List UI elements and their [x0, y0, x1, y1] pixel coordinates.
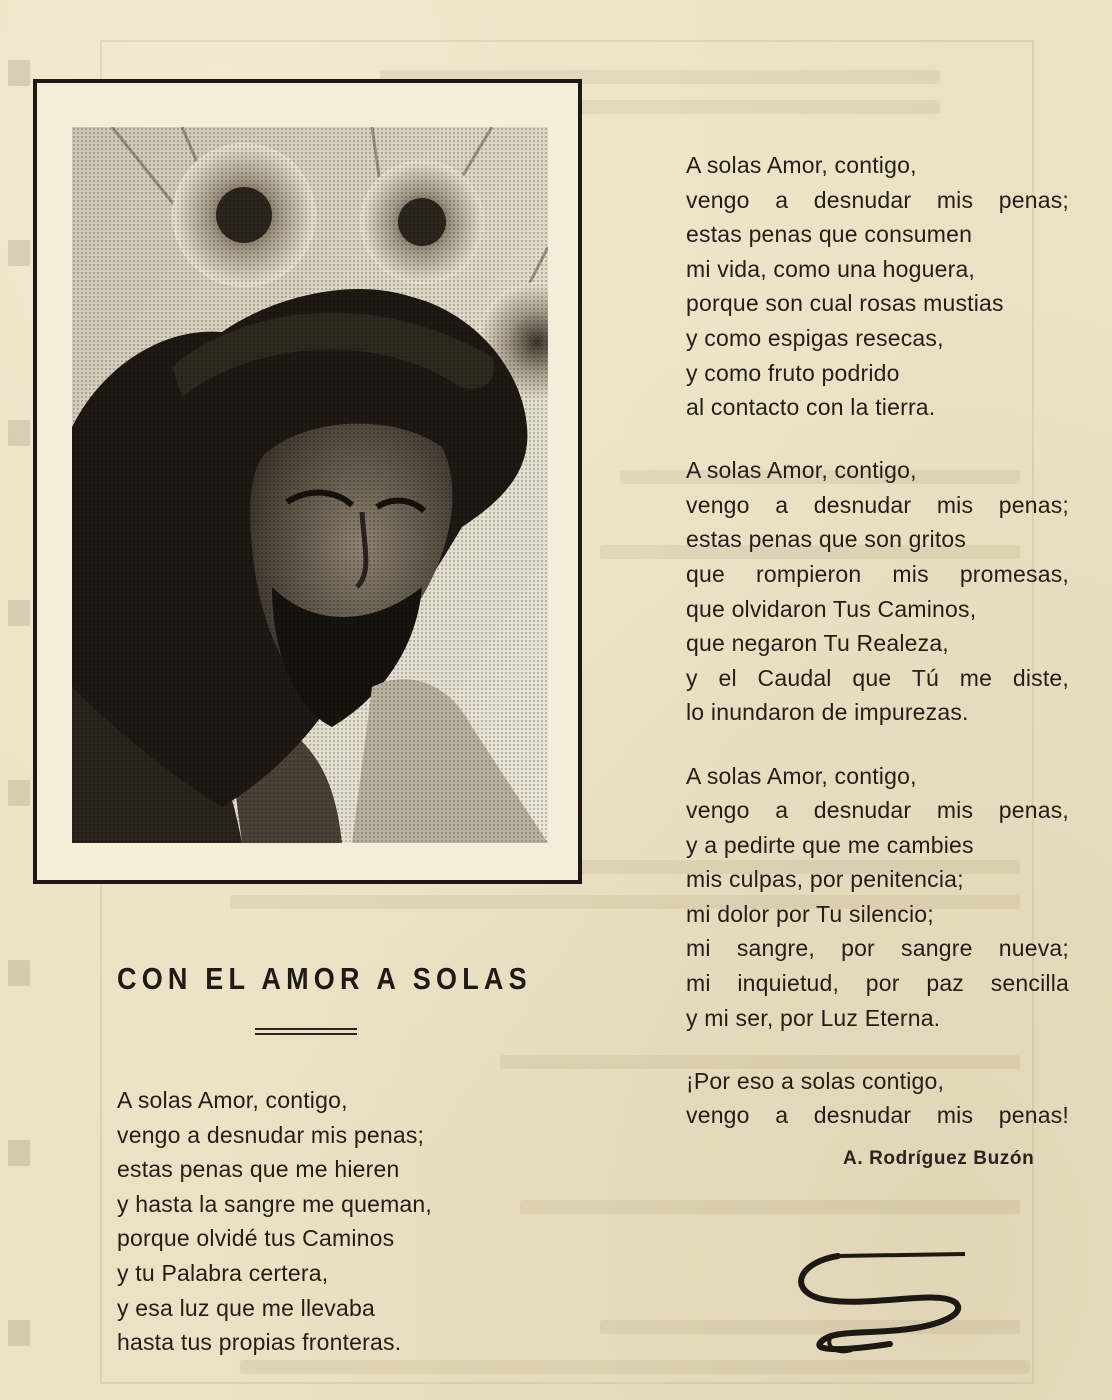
verse-line: estas penas que son gritos [686, 526, 967, 553]
verse-line: lo inundaron de impurezas. [686, 699, 969, 726]
verse-line: vengo a desnudar mis penas; [686, 186, 1069, 213]
verse-line: que negaron Tu Realeza, [686, 630, 949, 657]
verse-line: estas penas que consumen [686, 221, 973, 248]
verse-line: y como fruto podrido [686, 359, 900, 386]
ornamental-flourish-icon [790, 1248, 970, 1358]
verse-line: y mi ser, por Luz Eterna. [686, 1004, 941, 1031]
verse-line: vengo a desnudar mis penas; [117, 1121, 425, 1148]
stanza-4 [686, 1064, 1086, 1133]
verse-line: y el Caudal que Tú me diste, [686, 664, 1069, 691]
verse-line: ¡Por eso a solas contigo, [686, 1067, 945, 1094]
stanza-1 [686, 148, 1086, 425]
verse-line: mi sangre, por sangre nueva; [686, 935, 1069, 962]
title-underline-rule [255, 1028, 357, 1030]
poem-right-column [686, 148, 1086, 1161]
stanza-2 [686, 453, 1086, 730]
verse-line: al contacto con la tierra. [686, 394, 936, 421]
verse-line: y hasta la sangre me queman, [117, 1190, 432, 1217]
verse-line: A solas Amor, contigo, [686, 762, 917, 789]
verse-line: A solas Amor, contigo, [686, 457, 917, 484]
verse-line: y esa luz que me llevaba [117, 1294, 375, 1321]
verse-line: y a pedirte que me cambies [686, 831, 974, 858]
stanza-3 [686, 759, 1086, 1036]
verse-line: vengo a desnudar mis penas! [686, 1102, 1069, 1129]
verse-line: y como espigas resecas, [686, 324, 944, 351]
verse-line: A solas Amor, contigo, [117, 1087, 348, 1113]
verse-line: vengo a desnudar mis penas; [686, 491, 1069, 518]
statue-image-icon [72, 127, 548, 843]
verse-line: que olvidaron Tus Caminos, [686, 595, 977, 622]
poem-title: CON EL AMOR A SOLAS [117, 962, 532, 996]
verse-line: A solas Amor, contigo, [686, 152, 917, 178]
verse-line: mi inquietud, por paz sencilla [686, 970, 1069, 997]
verse-line: hasta tus propias fronteras. [117, 1329, 402, 1356]
verse-line: y tu Palabra certera, [117, 1259, 329, 1286]
verse-line: porque son cual rosas mustias [686, 290, 1004, 317]
photo-frame [33, 79, 582, 884]
verse-line: vengo a desnudar mis penas, [686, 797, 1069, 824]
author-signature: A. Rodríguez Buzón [843, 1148, 1035, 1169]
religious-statue-photo [72, 127, 548, 843]
verse-line: mis culpas, por penitencia; [686, 866, 964, 893]
poem-left-column [117, 1083, 497, 1360]
verse-line: mi vida, como una hoguera, [686, 255, 976, 282]
verse-line: que rompieron mis promesas, [686, 561, 1069, 588]
title-underline-rule [255, 1033, 357, 1035]
verse-line: porque olvidé tus Caminos [117, 1225, 395, 1252]
verse-line: mi dolor por Tu silencio; [686, 900, 934, 927]
verse-line: estas penas que me hieren [117, 1156, 400, 1183]
